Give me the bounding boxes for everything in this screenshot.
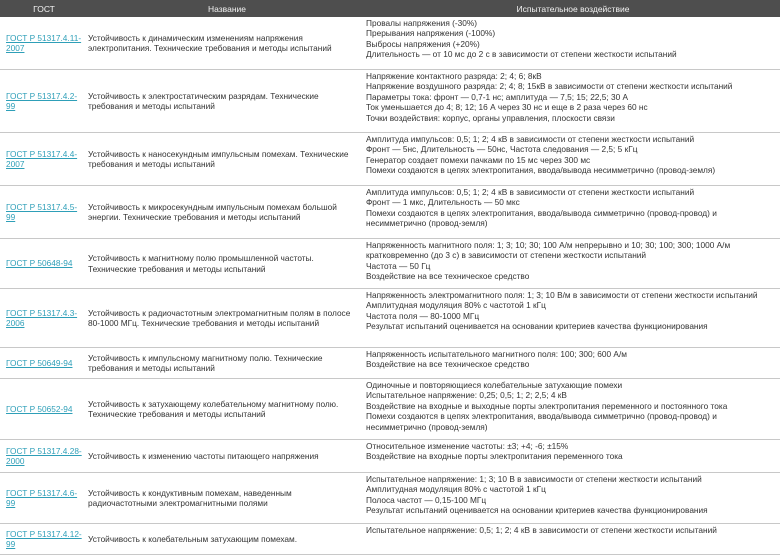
table-header-row [0, 0, 780, 17]
test-cell [366, 70, 780, 133]
test-cell [366, 524, 780, 555]
test-cell [366, 133, 780, 186]
gost-cell [0, 239, 88, 289]
standard-title: Устойчивость к динамическим изменениям напряжения электропитания. Технические требования и методы испытаний [88, 32, 332, 53]
standard-title: Устойчивость к импульсному магнитному полю. Технические требования и методы испытаний [88, 352, 323, 373]
test-cell [366, 17, 780, 70]
table-row [0, 524, 780, 555]
table-row [0, 17, 780, 70]
test-description: Амплитуда импульсов: 0,5; 1; 2; 4 кВ в зависимости от степени жесткости испытаний Фронт — 1 мкс, Длительность — 50 мкс Помехи создаются в цепях электропитания, ввода/вывода симметрично (провод-провод) и несимметрично (провод-земля) [366, 187, 717, 229]
test-description: Напряженность испытательного магнитного поля: 100; 300; 600 А/м Воздействие на все техническое средство [366, 349, 627, 370]
table-row [0, 133, 780, 186]
standard-title: Устойчивость к магнитному полю промышленной частоты. Технические требования и методы испытаний [88, 253, 314, 274]
test-description: Одиночные и повторяющиеся колебательные затухающие помехи Испытательное напряжение: 0,25; 0,5; 1; 2; 2,5; 4 кВ Воздействие на входные и выходные порты электропитания переменного и постоянного тока Помехи создаются в цепях электропитания, ввода/вывода симметрично (провод-провод) и несимметрично (провод-земля) [366, 380, 728, 432]
gost-cell [0, 186, 88, 239]
table-row [0, 239, 780, 289]
header-name: Название [88, 0, 366, 17]
standard-title: Устойчивость к затухающему колебательному магнитному полю. Технические требования и методы испытаний [88, 398, 339, 419]
name-cell [88, 239, 366, 289]
test-description: Относительное изменение частоты: ±3; +4; -6; ±15% Воздействие на входные порты электропитания переменного тока [366, 441, 623, 462]
standard-title: Устойчивость к колебательным затухающим помехам. [88, 533, 298, 544]
name-cell [88, 440, 366, 473]
test-description: Провалы напряжения (-30%) Прерывания напряжения (-100%) Выбросы напряжения (+20%) Длительность — от 10 мс до 2 с в зависимости от степени жесткости испытаний [366, 18, 677, 60]
gost-cell [0, 133, 88, 186]
gost-cell [0, 70, 88, 133]
test-cell [366, 348, 780, 379]
table-row [0, 473, 780, 524]
test-description: Напряженность электромагнитного поля: 1; 3; 10 В/м в зависимости от степени жесткости испытаний Амплитудная модуляция 80% с частотой 1 кГц Частота поля — 80-1000 МГц Результат испытаний оценивается на основании критериев качества функционирования [366, 290, 758, 332]
gost-link[interactable]: ГОСТ Р 51317.4.3-2006 [6, 307, 78, 328]
gost-cell [0, 379, 88, 440]
test-description: Испытательное напряжение: 1; 3; 10 В в зависимости от степени жесткости испытаний Амплитудная модуляция 80% с частотой 1 кГц Полоса частот — 0,15-100 МГц Результат испытаний оценивается на основании критериев качества функционирования [366, 474, 708, 516]
name-cell [88, 186, 366, 239]
table-row [0, 379, 780, 440]
test-description: Испытательное напряжение: 0,5; 1; 2; 4 кВ в зависимости от степени жесткости испытаний [366, 525, 717, 535]
gost-link[interactable]: ГОСТ Р 50652-94 [6, 403, 73, 414]
gost-link[interactable]: ГОСТ Р 51317.4.5-99 [6, 201, 78, 222]
gost-cell [0, 440, 88, 473]
gost-cell [0, 524, 88, 555]
table-row [0, 440, 780, 473]
name-cell [88, 289, 366, 348]
test-cell [366, 289, 780, 348]
table-row [0, 70, 780, 133]
name-cell [88, 524, 366, 555]
name-cell [88, 348, 366, 379]
gost-link[interactable]: ГОСТ Р 51317.4.28-2000 [6, 445, 82, 466]
name-cell [88, 379, 366, 440]
name-cell [88, 70, 366, 133]
gost-link[interactable]: ГОСТ Р 50648-94 [6, 258, 73, 269]
gost-cell [0, 289, 88, 348]
test-cell [366, 186, 780, 239]
gost-link[interactable]: ГОСТ Р 51317.4.4-2007 [6, 148, 78, 169]
test-description: Амплитуда импульсов: 0,5; 1; 2; 4 кВ в зависимости от степени жесткости испытаний Фронт — 5нс, Длительность — 50нс, Частота следования — 2,5; 5 кГц Генератор создает помехи пачками по 15 мс через 300 мс Помехи создаются в цепях электропитания, ввода/вывода несимметрично (провод-земля) [366, 134, 716, 176]
table-row [0, 289, 780, 348]
test-description: Напряжение контактного разряда: 2; 4; 6; 8кВ Напряжение воздушного разряда: 2; 4; 8; 15кВ в зависимости от степени жесткости испытаний Параметры тока: фронт — 0,7-1 нс; амплитуда — 7,5; 15; 22,5; 30 А Ток уменьшается до 4; 8; 12; 16 А через 30 нс и еще в 2 раза через 60 нс Точки воздействия: корпус, органы управления, плоскости связи [366, 71, 733, 123]
table-body [0, 17, 780, 555]
header-gost: ГОСТ [0, 0, 88, 17]
test-cell [366, 473, 780, 524]
gost-cell [0, 17, 88, 70]
name-cell [88, 133, 366, 186]
gost-link[interactable]: ГОСТ Р 51317.4.11-2007 [6, 32, 82, 53]
standard-title: Устойчивость к электростатическим разрядам. Технические требования и методы испытаний [88, 90, 319, 111]
gost-cell [0, 473, 88, 524]
gost-link[interactable]: ГОСТ Р 51317.4.12-99 [6, 528, 82, 549]
test-cell [366, 440, 780, 473]
gost-link[interactable]: ГОСТ Р 50649-94 [6, 357, 73, 368]
gost-link[interactable]: ГОСТ Р 51317.4.2-99 [6, 90, 78, 111]
header-test: Испытательное воздействие [366, 0, 780, 17]
standard-title: Устойчивость к радиочастотным электромагнитным полям в полосе 80-1000 МГц. Технические требования и методы испытаний [88, 307, 351, 328]
name-cell [88, 473, 366, 524]
gost-cell [0, 348, 88, 379]
gost-link[interactable]: ГОСТ Р 51317.4.6-99 [6, 487, 78, 508]
standard-title: Устойчивость к микросекундным импульсным помехам большой энергии. Технические требования и методы испытаний [88, 201, 337, 222]
test-cell [366, 239, 780, 289]
test-description: Напряженность магнитного поля: 1; 3; 10; 30; 100 А/м непрерывно и 10; 30; 100; 300; 1000 А/м кратковременно (до 3 с) в зависимости от степени жесткости испытаний Частота — 50 Гц Воздействие на все техническое средство [366, 240, 731, 282]
name-cell [88, 17, 366, 70]
standard-title: Устойчивость к кондуктивным помехам, наведенным радиочастотными электромагнитными полями [88, 487, 292, 508]
standard-title: Устойчивость к изменению частоты питающего напряжения [88, 450, 319, 461]
standard-title: Устойчивость к наносекундным импульсным помехам. Технические требования и методы испытаний [88, 148, 349, 169]
test-cell [366, 379, 780, 440]
table-row [0, 348, 780, 379]
table-row [0, 186, 780, 239]
